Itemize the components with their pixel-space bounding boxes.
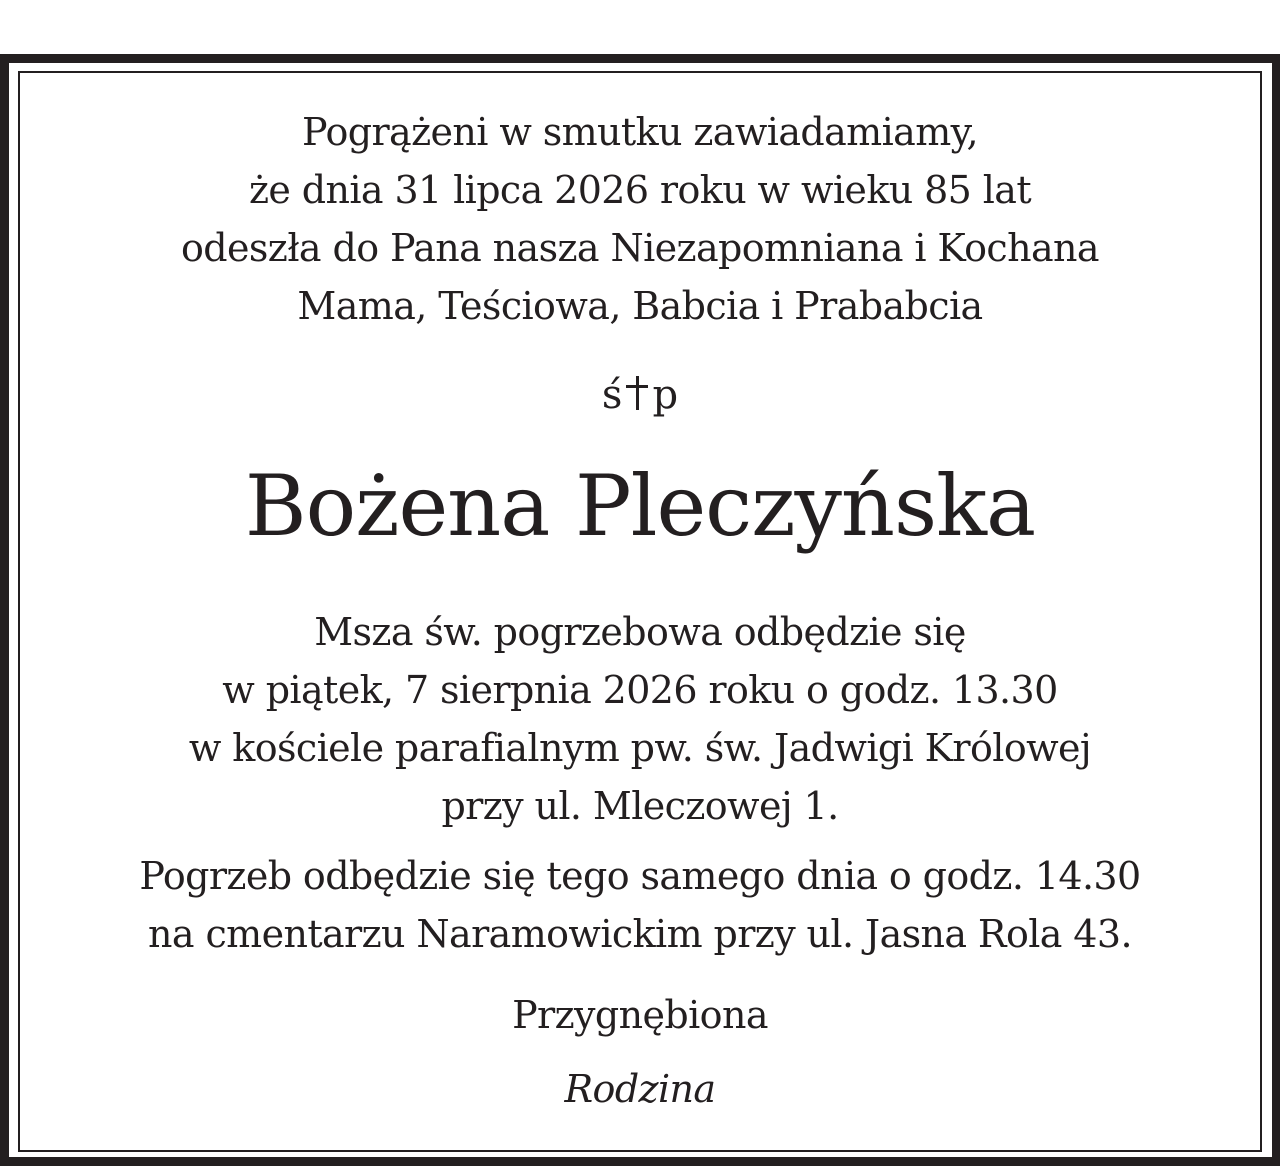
intro-line: Mama, Teściowa, Babcia i Prababcia	[297, 284, 983, 328]
obituary-notice	[20, 73, 1260, 1117]
family-signature: Rodzina	[564, 1067, 716, 1111]
burial-line: na cmentarzu Naramowickim przy ul. Jasna Rola 43.	[148, 912, 1132, 956]
deceased-name: Bożena Pleczyńska	[244, 457, 1036, 555]
burial-paragraph	[20, 847, 1260, 963]
mass-line: przy ul. Mleczowej 1.	[441, 784, 839, 828]
stp-suffix: p	[652, 372, 679, 418]
mass-line: Msza św. pogrzebowa odbędzie się	[314, 610, 966, 654]
mourners-text: Przygnębiona	[512, 993, 768, 1037]
latin-cross-icon	[626, 376, 648, 410]
intro-line: Pogrążeni w smutku zawiadamiamy,	[302, 110, 978, 154]
mass-line: w kościele parafialnym pw. św. Jadwigi Królowej	[188, 726, 1092, 770]
stp-prefix: ś	[601, 372, 623, 418]
intro-line: że dnia 31 lipca 2026 roku w wieku 85 lat	[248, 168, 1032, 212]
intro-paragraph	[20, 103, 1260, 335]
mass-paragraph	[20, 603, 1260, 835]
stp-abbreviation	[20, 367, 1260, 423]
mass-line: w piątek, 7 sierpnia 2026 roku o godz. 13.30	[222, 668, 1058, 712]
burial-line: Pogrzeb odbędzie się tego samego dnia o godz. 14.30	[139, 854, 1141, 898]
intro-line: odeszła do Pana nasza Niezapomniana i Kochana	[181, 226, 1099, 270]
